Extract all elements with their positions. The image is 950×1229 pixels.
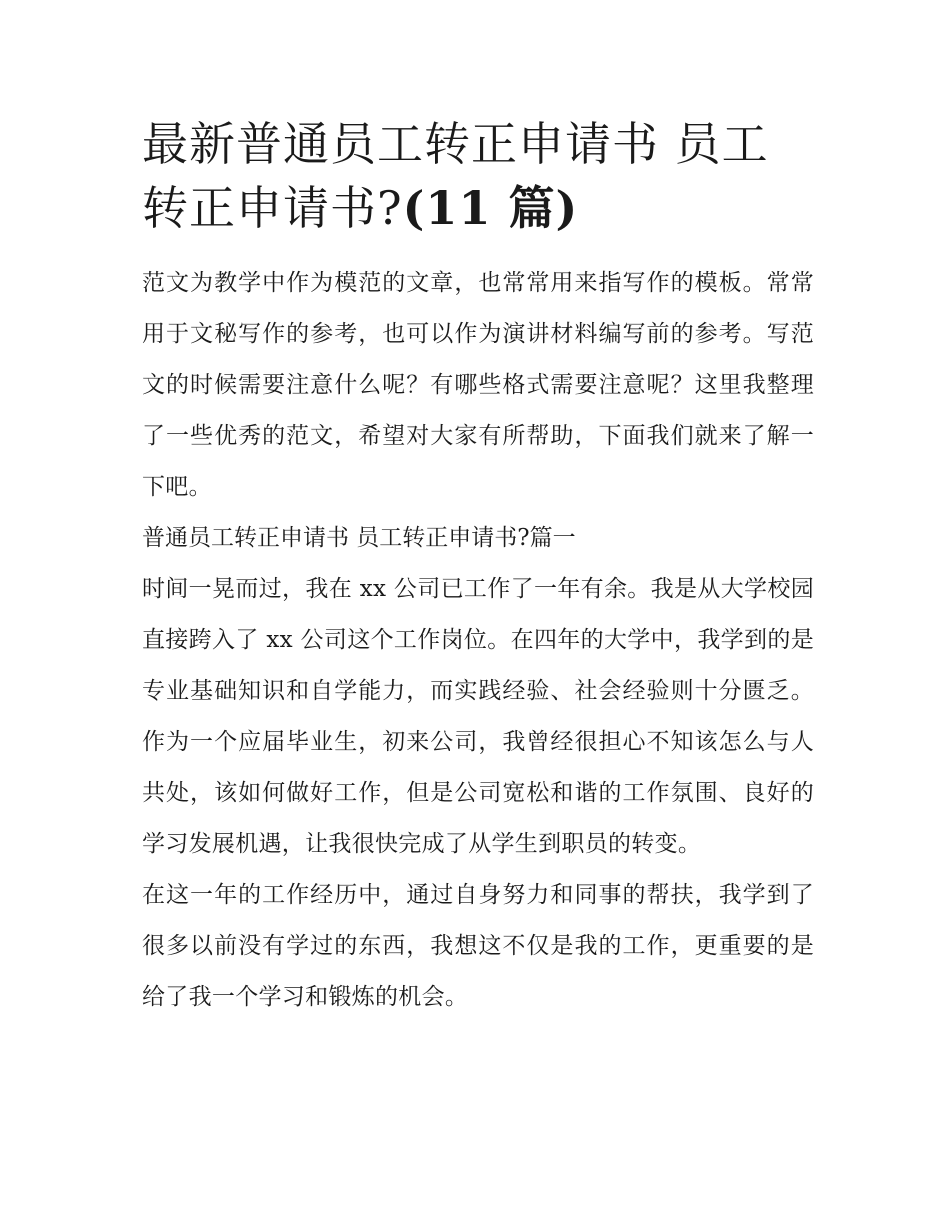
document-page (142, 112, 814, 1023)
body-paragraph-2: 在这一年的工作经历中，通过自身努力和同事的帮扶，我学到了很多以前没有学过的东西，我想这不仅是我的工作，更重要的是给了我一个学习和锻炼的机会。 (142, 882, 814, 1010)
title-article-count: (11 篇) (402, 181, 579, 235)
title-line-2-text: 转正申请书? (142, 181, 403, 235)
section-heading: 普通员工转正申请书 员工转正申请书?篇一 (142, 525, 576, 551)
title-line-1: 最新普通员工转正申请书 员工 (142, 117, 769, 171)
body-paragraph-1: 时间一晃而过，我在 xx 公司已工作了一年有余。我是从大学校园直接跨入了 xx 公司这个工作岗位。在四年的大学中，我学到的是专业基础知识和自学能力，而实践经验、社会经验则十分匮乏。作为一个应届毕业生，初来公司，我曾经很担心不知该怎么与人共处，该如何做好工作，但是公司宽松和谐的工作氛围、良好的学习发展机遇，让我很快完成了从学生到职员的转变。 (142, 576, 814, 857)
document-title (142, 112, 814, 240)
title-line-2 (142, 181, 578, 235)
intro-paragraph: 范文为教学中作为模范的文章，也常常用来指写作的模板。常常用于文秘写作的参考，也可以作为演讲材料编写前的参考。写范文的时候需要注意什么呢？有哪些格式需要注意呢？这里我整理了一些优秀的范文，希望对大家有所帮助，下面我们就来了解一下吧。 (142, 270, 814, 500)
